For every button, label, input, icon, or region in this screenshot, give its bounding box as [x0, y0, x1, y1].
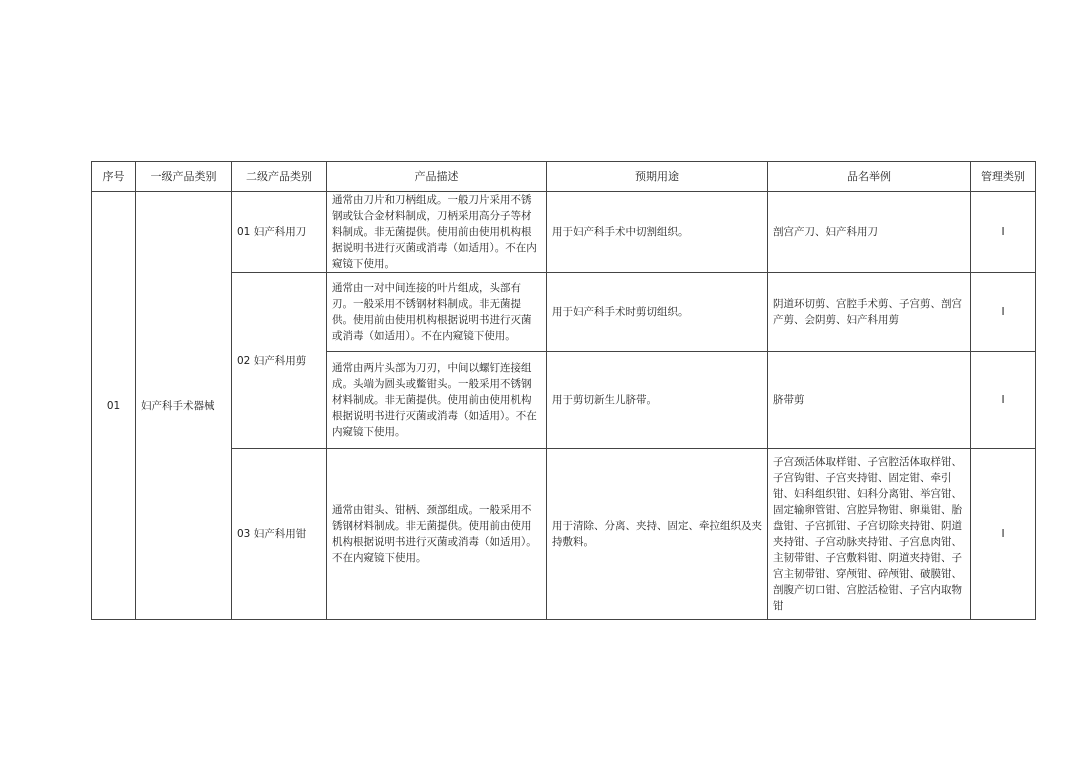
description-cell: 通常由两片头部为刀刃，中间以螺钉连接组成。头端为圆头或鳖钳头。一般采用不锈钢材料制成。非无菌提供。使用前由使用机构根据说明书进行灭菌或消毒（如适用）。不在内窥镜下使用。: [327, 352, 547, 449]
description-cell: 通常由钳头、钳柄、颈部组成。一般采用不锈钢材料制成。非无菌提供。使用前由使用机构根据说明书进行灭菌或消毒（如适用）。不在内窥镜下使用。: [327, 449, 547, 620]
class-cell: I: [971, 449, 1036, 620]
seq-cell: 01: [92, 192, 136, 620]
examples-cell: 剖宫产刀、妇产科用刀: [768, 192, 971, 273]
table-row: [92, 192, 1036, 273]
description-cell: 通常由一对中间连接的叶片组成，头部有刃。一般采用不锈钢材料制成。非无菌提供。使用前由使用机构根据说明书进行灭菌或消毒（如适用）。不在内窥镜下使用。: [327, 273, 547, 352]
secondary-category-cell: 01 妇产科用刀: [232, 192, 327, 273]
intended-use-cell: 用于妇产科手术时剪切组织。: [547, 273, 768, 352]
header-class: 管理类别: [971, 162, 1036, 192]
secondary-category-cell: 03 妇产科用钳: [232, 449, 327, 620]
class-cell: I: [971, 192, 1036, 273]
examples-cell: 子宫颈活体取样钳、子宫腔活体取样钳、子宫钩钳、子宫夹持钳、固定钳、牵引钳、妇科组织钳、妇科分离钳、举宫钳、固定输卵管钳、宫腔异物钳、卵巢钳、胎盘钳、子宫抓钳、子宫切除夹持钳、阴道夹持钳、子宫动脉夹持钳、子宫息肉钳、主韧带钳、子宫敷料钳、阴道夹持钳、子宫主韧带钳、穿颅钳、碎颅钳、破膜钳、剖腹产切口钳、宫腔活检钳、子宫内取物钳: [768, 449, 971, 620]
description-cell: 通常由刀片和刀柄组成。一般刀片采用不锈钢或钛合金材料制成，刀柄采用高分子等材料制成。非无菌提供。使用前由使用机构根据说明书进行灭菌或消毒（如适用）。不在内窥镜下使用。: [327, 192, 547, 273]
device-classification-table: [91, 161, 1036, 620]
class-cell: I: [971, 352, 1036, 449]
header-examples: 品名举例: [768, 162, 971, 192]
primary-category-cell: 妇产科手术器械: [136, 192, 232, 620]
header-seq: 序号: [92, 162, 136, 192]
class-cell: I: [971, 273, 1036, 352]
table-row: [92, 449, 1036, 620]
header-primary-category: 一级产品类别: [136, 162, 232, 192]
header-secondary-category: 二级产品类别: [232, 162, 327, 192]
examples-cell: 阴道环切剪、宫腔手术剪、子宫剪、剖宫产剪、会阴剪、妇产科用剪: [768, 273, 971, 352]
header-intended-use: 预期用途: [547, 162, 768, 192]
header-description: 产品描述: [327, 162, 547, 192]
table-header-row: [92, 162, 1036, 192]
examples-cell: 脐带剪: [768, 352, 971, 449]
secondary-category-cell: 02 妇产科用剪: [232, 273, 327, 449]
intended-use-cell: 用于剪切新生儿脐带。: [547, 352, 768, 449]
intended-use-cell: 用于妇产科手术中切割组织。: [547, 192, 768, 273]
table-row: [92, 273, 1036, 352]
intended-use-cell: 用于清除、分离、夹持、固定、牵拉组织及夹持敷料。: [547, 449, 768, 620]
